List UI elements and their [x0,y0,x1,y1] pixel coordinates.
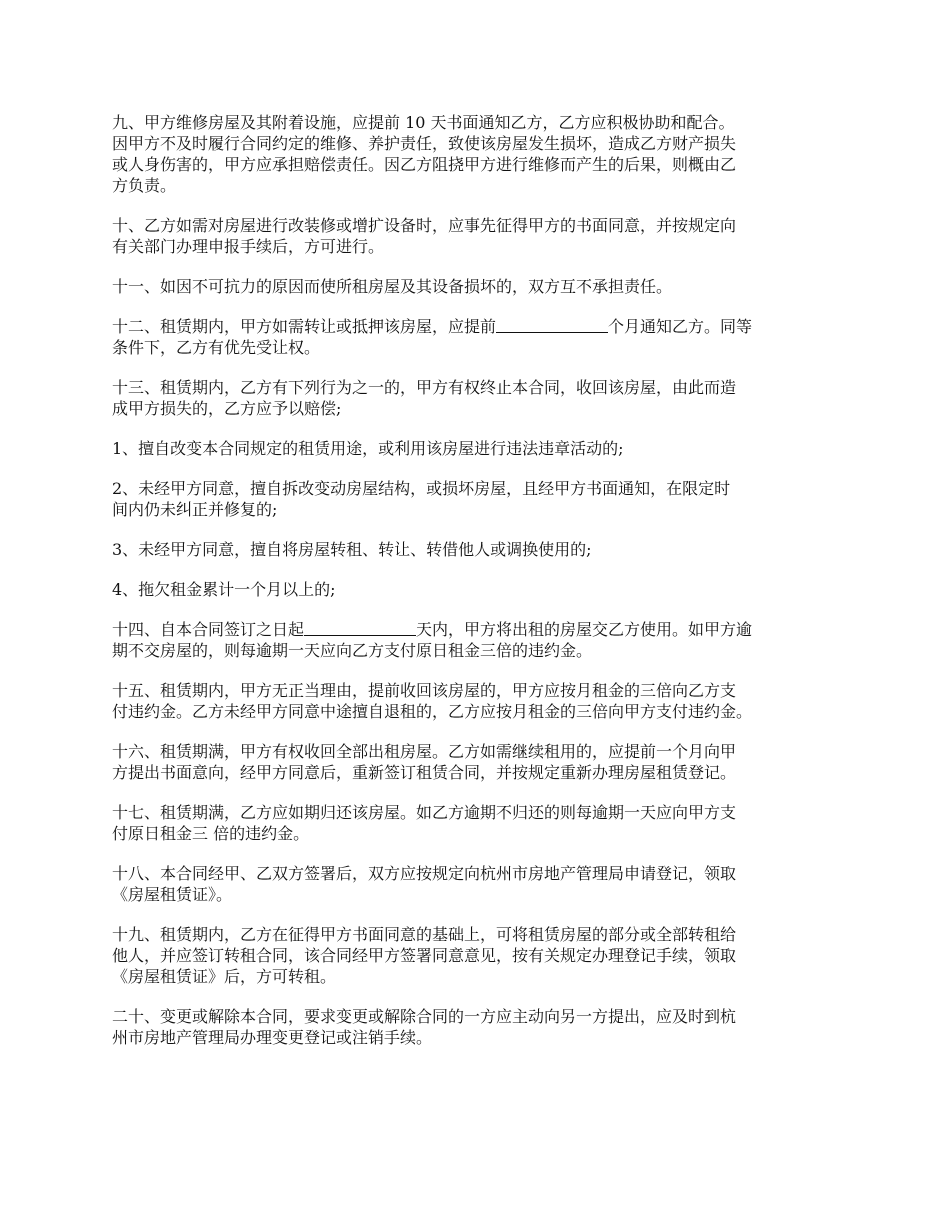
text-segment: 个月通知乙方。同等 [608,317,753,336]
clause-18 [112,863,852,905]
text-line: 方负责。 [112,176,177,195]
document-page [112,112,852,1067]
text-line: 付违约金。乙方未经甲方同意中途擅自退租的，乙方应按月租金的三倍向甲方支付违约金。 [112,702,753,721]
text-line: 十七、租赁期满，乙方应如期归还该房屋。如乙方逾期不归还的则每逾期一天应向甲方支 [112,803,737,822]
text-line: 《房屋租赁证》。 [112,885,233,904]
text-line: 条件下，乙方有优先受让权。 [112,338,321,357]
text-line: 2、未经甲方同意，擅自拆改变动房屋结构，或损坏房屋，且经甲方书面通知，在限定时 [112,479,731,498]
text-line [112,619,852,640]
text-line: 十六、租赁期满，甲方有权收回全部出租房屋。乙方如需继续租用的，应提前一个月向甲 [112,742,737,761]
text-line: 1、擅自改变本合同规定的租赁用途，或利用该房屋进行违法违章活动的; [112,439,624,458]
text-line: 十一、如因不可抗力的原因而使所租房屋及其设备损坏的，双方互不承担责任。 [112,277,673,296]
clause-9 [112,112,852,196]
text-line: 十九、租赁期内，乙方在征得甲方书面同意的基础上，可将租赁房屋的部分或全部转租给 [112,925,737,944]
text-line [112,316,852,337]
text-line: 成甲方损失的，乙方应予以赔偿; [112,399,342,418]
clause-17 [112,802,852,844]
clause-13-item-4 [112,579,852,600]
clause-12 [112,316,852,358]
text-line: 方提出书面意向，经甲方同意后，重新签订租赁合同，并按规定重新办理房屋租赁登记。 [112,763,737,782]
text-line: 二十、变更或解除本合同，要求变更或解除合同的一方应主动向另一方提出，应及时到杭 [112,1007,737,1026]
text-line: 他人，并应签订转租合同，该合同经甲方签署同意意见，按有关规定办理登记手续，领取 [112,946,737,965]
clause-10 [112,215,852,257]
clause-13 [112,377,852,419]
text-segment: 十二、租赁期内，甲方如需转让或抵押该房屋，应提前 [112,317,497,336]
text-line: 因甲方不及时履行合同约定的维修、养护责任，致使该房屋发生损坏，造成乙方财产损失 [112,134,737,153]
clause-15 [112,680,852,722]
text-line: 间内仍未纠正并修复的; [112,500,278,519]
clause-13-item-3 [112,539,852,560]
text-segment: 十四、自本合同签订之日起 [112,620,305,639]
text-segment: 天内，甲方将出租的房屋交乙方使用。如甲方逾 [416,620,753,639]
text-line: 4、拖欠租金累计一个月以上的; [112,580,336,599]
fill-in-blank-months [496,317,608,333]
text-line: 十三、租赁期内，乙方有下列行为之一的，甲方有权终止本合同，收回该房屋，由此而造 [112,378,737,397]
text-line: 州市房地产管理局办理变更登记或注销手续。 [112,1028,433,1047]
text-line: 或人身伤害的，甲方应承担赔偿责任。因乙方阻挠甲方进行维修而产生的后果，则概由乙 [112,155,737,174]
text-line: 3、未经甲方同意，擅自将房屋转租、转让、转借他人或调换使用的; [112,540,592,559]
clause-16 [112,741,852,783]
clause-19 [112,924,852,987]
clause-11 [112,276,852,297]
clause-20 [112,1006,852,1048]
clause-14 [112,619,852,661]
clause-13-item-2 [112,478,852,520]
text-line: 十、乙方如需对房屋进行改装修或增扩设备时，应事先征得甲方的书面同意，并按规定向 [112,216,737,235]
text-line: 有关部门办理申报手续后，方可进行。 [112,237,385,256]
fill-in-blank-days [304,620,416,636]
text-line: 十八、本合同经甲、乙双方签署后，双方应按规定向杭州市房地产管理局申请登记，领取 [112,864,737,883]
text-line: 《房屋租赁证》后，方可转租。 [112,967,337,986]
text-line: 期不交房屋的，则每逾期一天应向乙方支付原日租金三倍的违约金。 [112,641,593,660]
clause-13-item-1 [112,438,852,459]
text-line: 十五、租赁期内，甲方无正当理由，提前收回该房屋的，甲方应按月租金的三倍向乙方支 [112,681,737,700]
text-line: 付原日租金三 倍的违约金。 [112,824,310,843]
text-line: 九、甲方维修房屋及其附着设施，应提前 10 天书面通知乙方，乙方应积极协助和配合。 [112,113,735,132]
